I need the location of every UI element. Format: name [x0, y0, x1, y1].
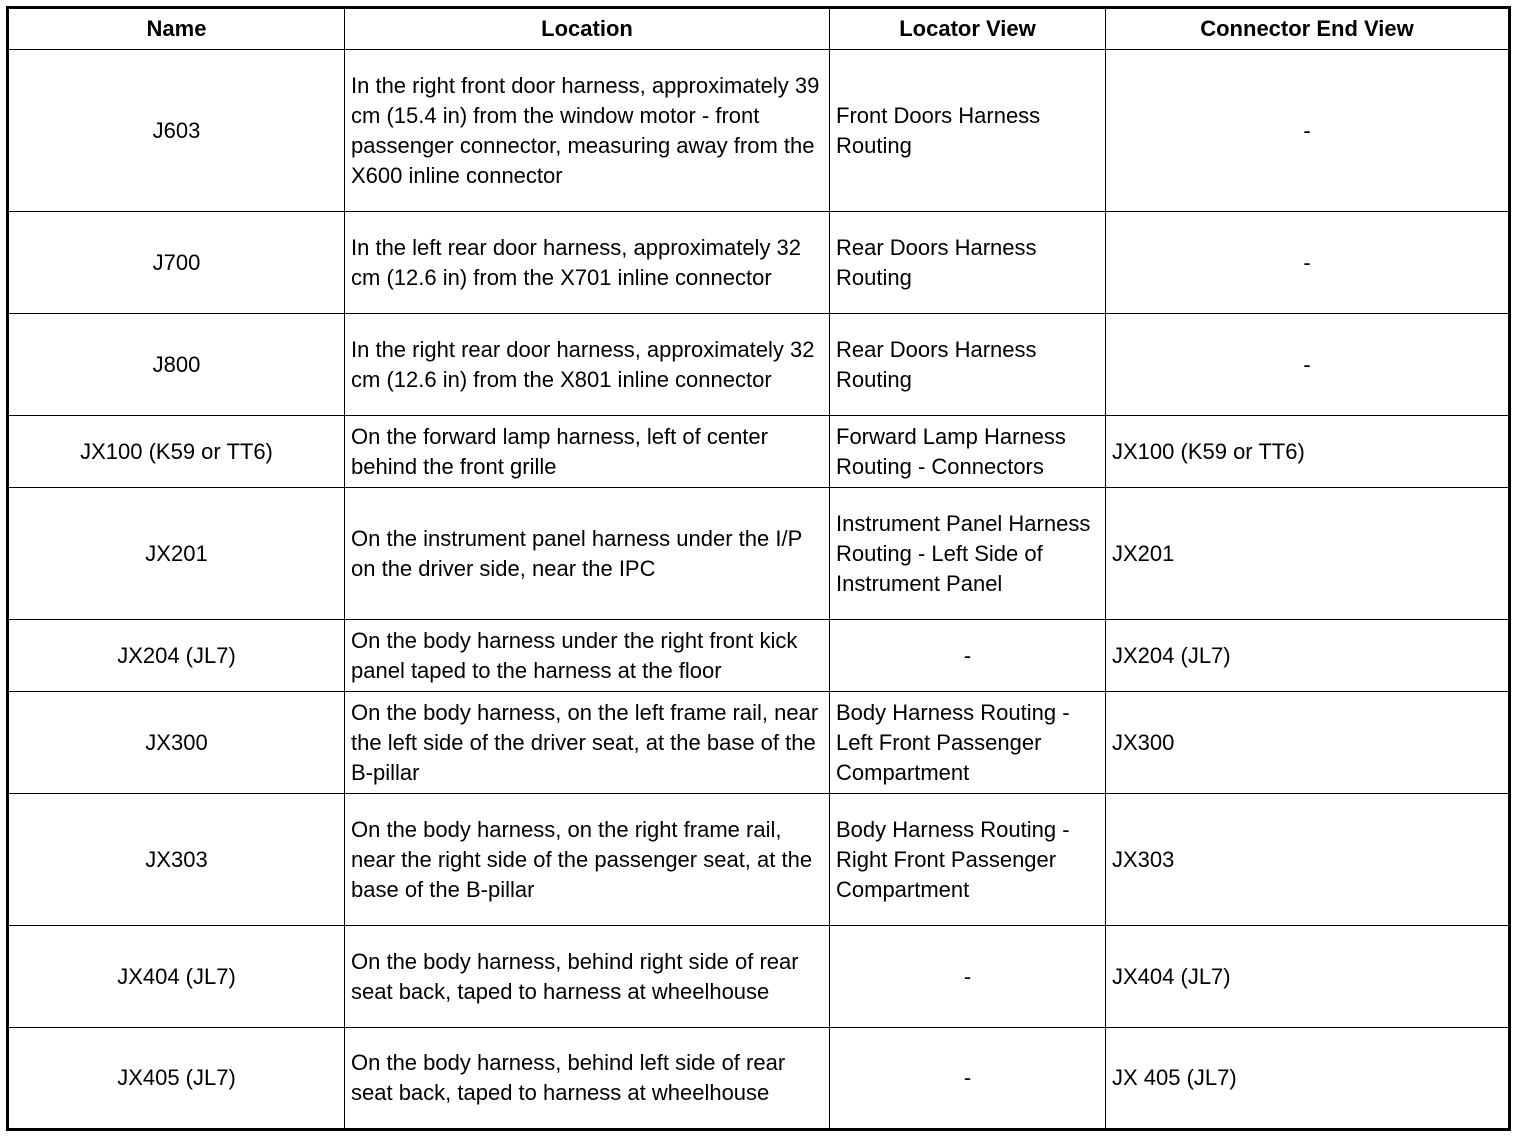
cell-name: JX405 (JL7): [8, 1028, 345, 1130]
cell-connector-end-view: JX303: [1106, 794, 1510, 926]
table-row: [8, 620, 1510, 692]
cell-name: J700: [8, 212, 345, 314]
connector-table: [6, 6, 1511, 1131]
cell-connector-end-view: JX204 (JL7): [1106, 620, 1510, 692]
cell-connector-end-view: JX404 (JL7): [1106, 926, 1510, 1028]
header-locator-view: Locator View: [830, 8, 1106, 50]
cell-locator-view: -: [830, 926, 1106, 1028]
cell-name: JX303: [8, 794, 345, 926]
cell-location: On the body harness, behind left side of rear seat back, taped to harness at wheelhouse: [345, 1028, 830, 1130]
cell-name: JX404 (JL7): [8, 926, 345, 1028]
cell-location: In the right rear door harness, approximately 32 cm (12.6 in) from the X801 inline connector: [345, 314, 830, 416]
cell-location: On the body harness under the right front kick panel taped to the harness at the floor: [345, 620, 830, 692]
cell-location: On the forward lamp harness, left of center behind the front grille: [345, 416, 830, 488]
cell-location: In the left rear door harness, approximately 32 cm (12.6 in) from the X701 inline connector: [345, 212, 830, 314]
cell-name: JX204 (JL7): [8, 620, 345, 692]
header-name: Name: [8, 8, 345, 50]
table-row: [8, 794, 1510, 926]
header-location: Location: [345, 8, 830, 50]
cell-locator-view: Front Doors Harness Routing: [830, 50, 1106, 212]
table-row: [8, 50, 1510, 212]
cell-locator-view: Body Harness Routing - Right Front Passenger Compartment: [830, 794, 1106, 926]
table-row: [8, 416, 1510, 488]
cell-location: On the body harness, behind right side of rear seat back, taped to harness at wheelhouse: [345, 926, 830, 1028]
header-connector-end-view: Connector End View: [1106, 8, 1510, 50]
table-row: [8, 314, 1510, 416]
cell-locator-view: Rear Doors Harness Routing: [830, 212, 1106, 314]
table-row: [8, 926, 1510, 1028]
cell-connector-end-view: -: [1106, 50, 1510, 212]
cell-connector-end-view: JX300: [1106, 692, 1510, 794]
cell-location: On the body harness, on the left frame rail, near the left side of the driver seat, at the base of the B-pillar: [345, 692, 830, 794]
cell-location: On the instrument panel harness under the I/P on the driver side, near the IPC: [345, 488, 830, 620]
table-row: [8, 488, 1510, 620]
cell-name: JX300: [8, 692, 345, 794]
cell-connector-end-view: -: [1106, 212, 1510, 314]
table-row: [8, 212, 1510, 314]
cell-connector-end-view: JX201: [1106, 488, 1510, 620]
cell-locator-view: Instrument Panel Harness Routing - Left Side of Instrument Panel: [830, 488, 1106, 620]
table-row: [8, 1028, 1510, 1130]
cell-locator-view: -: [830, 620, 1106, 692]
cell-locator-view: Forward Lamp Harness Routing - Connectors: [830, 416, 1106, 488]
cell-connector-end-view: -: [1106, 314, 1510, 416]
table-row: [8, 692, 1510, 794]
cell-name: J603: [8, 50, 345, 212]
cell-name: JX100 (K59 or TT6): [8, 416, 345, 488]
cell-location: In the right front door harness, approximately 39 cm (15.4 in) from the window motor - front passenger connector, measuring away from the X600 inline connector: [345, 50, 830, 212]
cell-connector-end-view: JX 405 (JL7): [1106, 1028, 1510, 1130]
cell-connector-end-view: JX100 (K59 or TT6): [1106, 416, 1510, 488]
cell-locator-view: Body Harness Routing - Left Front Passenger Compartment: [830, 692, 1106, 794]
header-row: [8, 8, 1510, 50]
cell-name: JX201: [8, 488, 345, 620]
cell-location: On the body harness, on the right frame rail, near the right side of the passenger seat, at the base of the B-pillar: [345, 794, 830, 926]
cell-locator-view: -: [830, 1028, 1106, 1130]
cell-locator-view: Rear Doors Harness Routing: [830, 314, 1106, 416]
cell-name: J800: [8, 314, 345, 416]
